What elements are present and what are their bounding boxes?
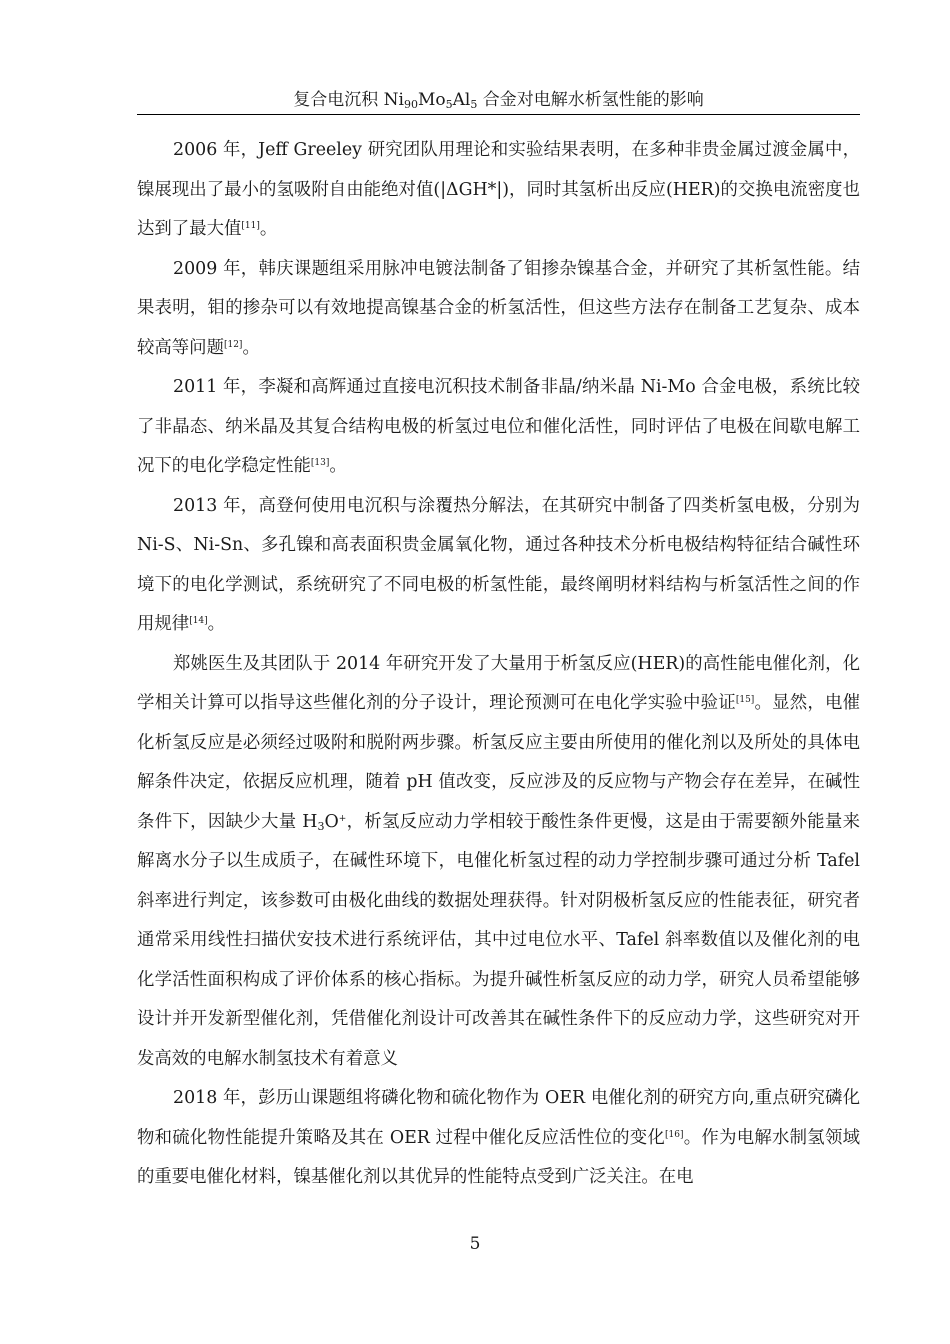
citation-ref: [11]: [241, 221, 260, 231]
paragraph-end: 。: [207, 614, 226, 634]
paragraph-text: 2013 年，高登何使用电沉积与涂覆热分解法，在其研究中制备了四类析氢电极，分别为 Ni-S、Ni-Sn、多孔镍和高表面积贵金属氧化物，通过各种技术分析电极结构特征结合碱性环境下的电化学测试，系统研究了不同电极的析氢性能，最终阐明材料结构与析氢活性之间的作用规律: [137, 495, 860, 634]
paragraph-text: 2009 年，韩庆课题组采用脉冲电镀法制备了钼掺杂镍基合金，并研究了其析氢性能。结果表明，钼的掺杂可以有效地提高镍基合金的析氢活性，但这些方法存在制备工艺复杂、成本较高等问题: [137, 258, 860, 358]
body-text: [137, 131, 860, 1198]
paragraph-2014: [137, 645, 860, 1080]
paragraph-2013: [137, 487, 860, 645]
header-ni-subscript: 90: [403, 98, 418, 111]
paragraph-text: 2018 年，彭历山课题组将磷化物和硫化物作为 OER 电催化剂的研究方向,重点研究磷化物和硫化物性能提升策略及其在 OER 过程中催化反应活性位的变化: [137, 1088, 860, 1148]
header-al: Al: [452, 90, 471, 110]
paragraph-tail: ，析氢反应动力学相较于酸性条件更慢，这是由于需要额外能量来解离水分子以生成质子，在碱性环境下，电催化析氢过程的动力学控制步骤可通过分析 Tafel 斜率进行判定，该参数可由极化曲线的数据处理获得。针对阴极析氢反应的性能表征，研究者通常采用线性扫描伏安技术进行系统评估，其中过电位水平、Tafel 斜率数值以及催化剂的电化学活性面积构成了评价体系的核心指标。为提升碱性析氢反应的动力学，研究人员希望能够设计并开发新型催化剂，凭借催化剂设计可改善其在碱性条件下的反应动力学，这些研究对开发高效的电解水制氢技术有着意义: [137, 811, 860, 1069]
citation-ref: [14]: [189, 616, 208, 626]
header-suffix: 合金对电解水析氢性能的影响: [477, 90, 704, 110]
page-number: 5: [469, 1234, 481, 1254]
paragraph-text: 2006 年，Jeff Greeley 研究团队用理论和实验结果表明，在多种非贵金属过渡金属中，镍展现出了最小的氢吸附自由能绝对值(|ΔGH*|)，同时其氢析出反应(HER)的交换电流密度也达到了最大值: [137, 140, 860, 239]
h3o-subscript: 3: [317, 819, 325, 833]
header-mo: Mo: [417, 90, 446, 110]
citation-ref: [13]: [310, 458, 330, 468]
paragraph-2006: [137, 131, 860, 250]
citation-ref: [15]: [735, 695, 755, 705]
citation-ref: [16]: [665, 1129, 684, 1140]
running-header: [137, 89, 860, 111]
paragraph-2011: [137, 368, 860, 487]
paragraph-mid: 。显然，电催化析氢反应是必须经过吸附和脱附两步骤。析氢反应主要由所使用的催化剂以及所处的具体电解条件决定，依据反应机理，随着 pH 值改变，反应涉及的反应物与产物会存在差异，在碱性条件下，因缺少大量 H: [137, 693, 860, 832]
paragraph-text: 2011 年，李凝和高辉通过直接电沉积技术制备非晶/纳米晶 Ni-Mo 合金电极，系统比较了非晶态、纳米晶及其复合结构电极的析氢过电位和催化活性，同时评估了电极在间歇电解工况下的电化学稳定性能: [137, 377, 860, 476]
h3o-o: O: [324, 811, 339, 832]
header-prefix: 复合电沉积 Ni: [293, 90, 404, 110]
paragraph-2018: [137, 1079, 860, 1198]
citation-ref: [12]: [223, 339, 243, 350]
paragraph-end: 。作为电解水制氢领域的重要电催化材料，镍基催化剂以其优异的性能特点受到广泛关注。在电: [137, 1127, 860, 1187]
paragraph-end: 。: [242, 337, 260, 358]
paragraph-2009: [137, 250, 860, 369]
header-rule: [137, 114, 860, 115]
h3o-charge: +: [338, 813, 347, 824]
paragraph-end: 。: [329, 456, 347, 476]
header-al-subscript: 5: [470, 98, 478, 111]
paragraph-text: 郑姚医生及其团队于 2014 年研究开发了大量用于析氢反应(HER)的高性能电催化剂，化学相关计算可以指导这些催化剂的分子设计，理论预测可在电化学实验中验证: [137, 653, 860, 713]
paragraph-end: 。: [259, 219, 278, 239]
header-mo-subscript: 5: [445, 98, 453, 111]
